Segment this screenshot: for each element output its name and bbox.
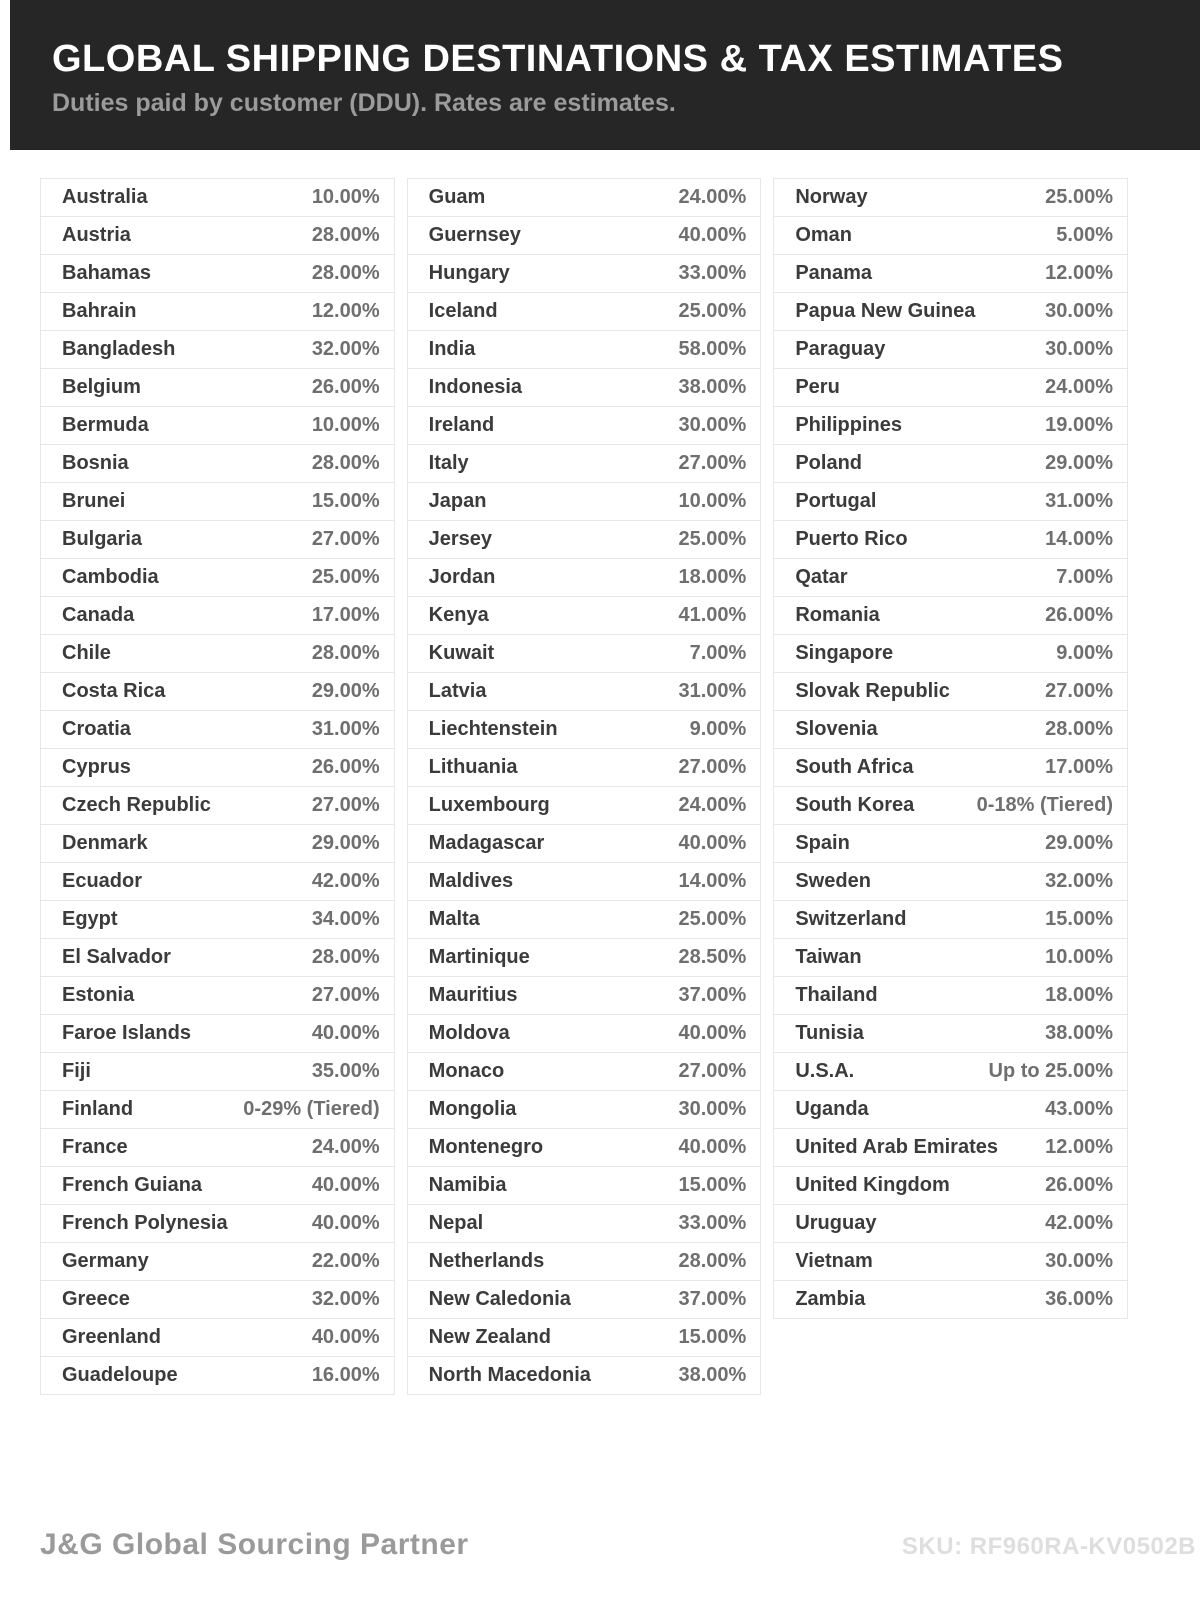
country-name: Cambodia — [62, 566, 159, 588]
tax-rate: 22.00% — [311, 1250, 380, 1272]
country-name: Zambia — [795, 1288, 866, 1310]
table-row — [40, 938, 395, 977]
table-row — [773, 178, 1128, 217]
table-row — [773, 938, 1128, 977]
country-name: New Zealand — [428, 1326, 551, 1348]
country-name: French Guiana — [62, 1174, 203, 1196]
tax-rate: 27.00% — [678, 1060, 747, 1082]
table-row — [40, 368, 395, 407]
table-row — [40, 1356, 395, 1395]
tax-rate: 38.00% — [678, 1364, 747, 1386]
table-row — [407, 1166, 762, 1205]
country-name: Thailand — [795, 984, 878, 1006]
country-name: Iceland — [428, 300, 498, 322]
tax-rate: 42.00% — [1045, 1212, 1113, 1234]
country-name: Taiwan — [795, 946, 862, 968]
table-row — [407, 482, 762, 521]
table-row — [40, 482, 395, 521]
country-name: Canada — [62, 604, 135, 626]
tax-rate: 40.00% — [678, 1022, 747, 1044]
table-row — [407, 1052, 762, 1091]
table-row — [40, 254, 395, 293]
table-row — [407, 596, 762, 635]
tax-rate: 40.00% — [311, 1326, 380, 1348]
tax-rate: 26.00% — [311, 376, 380, 398]
page-header — [10, 0, 1200, 150]
tax-rate: 40.00% — [311, 1212, 380, 1234]
country-name: Faroe Islands — [62, 1022, 191, 1044]
tax-rate: 29.00% — [1045, 832, 1113, 854]
country-name: Hungary — [428, 262, 510, 284]
table-row — [40, 1128, 395, 1167]
country-name: Greenland — [62, 1326, 161, 1348]
table-row — [407, 824, 762, 863]
country-name: Norway — [795, 186, 868, 208]
tax-rate: 19.00% — [1045, 414, 1113, 436]
table-row — [407, 216, 762, 255]
table-row — [773, 710, 1128, 749]
country-name: Guernsey — [428, 224, 521, 246]
table-row — [773, 444, 1128, 483]
rate-column — [773, 178, 1128, 1319]
page-title: GLOBAL SHIPPING DESTINATIONS & TAX ESTIMATES — [52, 38, 1064, 80]
country-name: Fiji — [62, 1060, 91, 1082]
tax-rate: 17.00% — [311, 604, 380, 626]
country-name: India — [428, 338, 476, 360]
country-name: Poland — [795, 452, 862, 474]
country-name: Slovak Republic — [795, 680, 950, 702]
country-name: Guadeloupe — [62, 1364, 178, 1386]
table-row — [40, 1090, 395, 1129]
country-name: Liechtenstein — [428, 718, 558, 740]
tax-rate: 14.00% — [1045, 528, 1113, 550]
country-name: Croatia — [62, 718, 131, 740]
table-row — [40, 444, 395, 483]
country-name: Uruguay — [795, 1212, 877, 1234]
table-row — [773, 748, 1128, 787]
tax-rate: 38.00% — [1045, 1022, 1113, 1044]
tax-rate: 7.00% — [689, 642, 747, 664]
table-row — [407, 976, 762, 1015]
tax-rate: 27.00% — [311, 984, 380, 1006]
tax-rate: 36.00% — [1045, 1288, 1113, 1310]
sku-label: SKU: RF960RA-KV0502B — [901, 1533, 1196, 1560]
table-row — [40, 1318, 395, 1357]
country-name: Oman — [795, 224, 853, 246]
country-name: Mongolia — [428, 1098, 517, 1120]
table-row — [40, 862, 395, 901]
tax-rate: 38.00% — [678, 376, 747, 398]
table-row — [773, 900, 1128, 939]
rate-column — [407, 178, 762, 1395]
table-row — [40, 672, 395, 711]
tax-rate: 40.00% — [311, 1174, 380, 1196]
tax-rate: 25.00% — [311, 566, 380, 588]
country-name: Belgium — [62, 376, 141, 398]
country-name: Spain — [795, 832, 850, 854]
country-name: Jordan — [428, 566, 496, 588]
table-row — [407, 1204, 762, 1243]
country-name: Indonesia — [428, 376, 523, 398]
table-row — [773, 786, 1128, 825]
page-footer — [0, 1528, 1200, 1562]
table-row — [407, 1318, 762, 1357]
table-row — [407, 672, 762, 711]
country-name: Papua New Guinea — [795, 300, 976, 322]
table-row — [40, 178, 395, 217]
country-name: Netherlands — [428, 1250, 545, 1272]
tax-rate: 24.00% — [678, 186, 747, 208]
table-row — [40, 748, 395, 787]
table-row — [773, 634, 1128, 673]
tax-rate: 10.00% — [311, 186, 380, 208]
table-row — [407, 1242, 762, 1281]
rate-column — [40, 178, 395, 1395]
tax-rate: 28.00% — [311, 262, 380, 284]
table-row — [40, 558, 395, 597]
table-row — [40, 786, 395, 825]
table-row — [773, 330, 1128, 369]
tax-rate: 12.00% — [1045, 262, 1113, 284]
tax-rate: 0-18% (Tiered) — [976, 794, 1113, 816]
tax-rate: 28.00% — [311, 452, 380, 474]
country-name: Japan — [428, 490, 487, 512]
table-row — [407, 862, 762, 901]
tax-rate: 27.00% — [311, 794, 380, 816]
table-row — [773, 824, 1128, 863]
tax-rate: 27.00% — [678, 452, 747, 474]
country-name: Namibia — [428, 1174, 507, 1196]
table-row — [407, 178, 762, 217]
tax-rate: 0-29% (Tiered) — [243, 1098, 380, 1120]
country-name: Madagascar — [428, 832, 545, 854]
tax-rate: 15.00% — [678, 1326, 747, 1348]
tax-rate: 24.00% — [311, 1136, 380, 1158]
tax-rate: 37.00% — [678, 984, 747, 1006]
table-row — [407, 406, 762, 445]
country-name: Ecuador — [62, 870, 143, 892]
table-row — [40, 1014, 395, 1053]
table-row — [773, 406, 1128, 445]
country-name: U.S.A. — [795, 1060, 855, 1082]
tax-rate: 12.00% — [311, 300, 380, 322]
tax-rate: 30.00% — [1045, 300, 1113, 322]
table-row — [773, 558, 1128, 597]
table-row — [40, 1204, 395, 1243]
country-name: Australia — [62, 186, 148, 208]
country-name: Denmark — [62, 832, 148, 854]
country-name: United Kingdom — [795, 1174, 950, 1196]
tax-rate: 32.00% — [311, 338, 380, 360]
country-name: Bahrain — [62, 300, 137, 322]
tax-rate: 28.00% — [678, 1250, 747, 1272]
tax-rate: 32.00% — [311, 1288, 380, 1310]
table-row — [40, 406, 395, 445]
tax-rate: 9.00% — [1056, 642, 1113, 664]
table-row — [773, 1128, 1128, 1167]
tax-rate: 41.00% — [678, 604, 747, 626]
tax-rate: Up to 25.00% — [988, 1060, 1113, 1082]
country-name: Slovenia — [795, 718, 878, 740]
tax-rate: 28.00% — [311, 224, 380, 246]
country-name: North Macedonia — [428, 1364, 591, 1386]
country-name: Finland — [62, 1098, 134, 1120]
tax-rate: 26.00% — [311, 756, 380, 778]
table-row — [407, 1128, 762, 1167]
country-name: Egypt — [62, 908, 118, 930]
country-name: Singapore — [795, 642, 894, 664]
tax-rate: 30.00% — [678, 414, 747, 436]
country-name: Lithuania — [428, 756, 518, 778]
country-name: Estonia — [62, 984, 135, 1006]
tax-rate: 35.00% — [311, 1060, 380, 1082]
table-row — [40, 1052, 395, 1091]
country-name: Austria — [62, 224, 131, 246]
table-row — [407, 254, 762, 293]
tax-rate: 28.00% — [1045, 718, 1113, 740]
table-row — [407, 292, 762, 331]
country-name: Latvia — [428, 680, 487, 702]
tax-rate: 10.00% — [311, 414, 380, 436]
tax-rate: 10.00% — [1045, 946, 1113, 968]
table-row — [40, 710, 395, 749]
tax-rate: 31.00% — [311, 718, 380, 740]
tax-rate: 25.00% — [1045, 186, 1113, 208]
tax-rate: 15.00% — [678, 1174, 747, 1196]
tax-rate: 26.00% — [1045, 1174, 1113, 1196]
tax-rate: 26.00% — [1045, 604, 1113, 626]
country-name: Bahamas — [62, 262, 151, 284]
table-row — [407, 748, 762, 787]
table-row — [407, 1356, 762, 1395]
table-row — [40, 216, 395, 255]
tax-rate: 27.00% — [1045, 680, 1113, 702]
country-name: French Polynesia — [62, 1212, 228, 1234]
table-row — [773, 482, 1128, 521]
table-row — [407, 520, 762, 559]
tax-rate: 40.00% — [678, 832, 747, 854]
country-name: Vietnam — [795, 1250, 873, 1272]
country-name: Guam — [428, 186, 486, 208]
table-row — [40, 900, 395, 939]
tax-rate: 9.00% — [689, 718, 747, 740]
table-row — [407, 900, 762, 939]
tax-rate: 25.00% — [678, 528, 747, 550]
tax-rate: 34.00% — [311, 908, 380, 930]
tax-rate: 28.50% — [678, 946, 747, 968]
country-name: Czech Republic — [62, 794, 211, 816]
table-row — [773, 1052, 1128, 1091]
tax-rate: 40.00% — [311, 1022, 380, 1044]
country-name: Romania — [795, 604, 880, 626]
tax-rate: 25.00% — [678, 300, 747, 322]
tax-rate: 18.00% — [678, 566, 747, 588]
country-name: Bulgaria — [62, 528, 143, 550]
country-name: Ireland — [428, 414, 495, 436]
table-row — [773, 976, 1128, 1015]
table-row — [40, 596, 395, 635]
tax-rate-table — [40, 178, 1128, 1395]
country-name: Puerto Rico — [795, 528, 908, 550]
tax-rate: 33.00% — [678, 1212, 747, 1234]
table-row — [40, 292, 395, 331]
country-name: Brunei — [62, 490, 126, 512]
page-subtitle: Duties paid by customer (DDU). Rates are estimates. — [52, 88, 676, 117]
tax-rate: 16.00% — [311, 1364, 380, 1386]
tax-rate: 29.00% — [311, 680, 380, 702]
table-row — [773, 1166, 1128, 1205]
table-row — [40, 976, 395, 1015]
table-row — [407, 558, 762, 597]
tax-rate: 42.00% — [311, 870, 380, 892]
tax-rate: 27.00% — [678, 756, 747, 778]
table-row — [40, 824, 395, 863]
tax-rate: 28.00% — [311, 642, 380, 664]
tax-rate: 15.00% — [311, 490, 380, 512]
table-row — [773, 672, 1128, 711]
table-row — [773, 520, 1128, 559]
country-name: Nepal — [428, 1212, 484, 1234]
tax-rate: 17.00% — [1045, 756, 1113, 778]
table-row — [773, 1090, 1128, 1129]
table-row — [407, 938, 762, 977]
table-row — [773, 216, 1128, 255]
country-name: Mauritius — [428, 984, 518, 1006]
country-name: Paraguay — [795, 338, 886, 360]
country-name: Malta — [428, 908, 480, 930]
country-name: New Caledonia — [428, 1288, 571, 1310]
tax-rate: 5.00% — [1056, 224, 1113, 246]
country-name: Portugal — [795, 490, 877, 512]
table-row — [40, 634, 395, 673]
table-row — [773, 596, 1128, 635]
country-name: Montenegro — [428, 1136, 544, 1158]
table-row — [773, 862, 1128, 901]
country-name: Kuwait — [428, 642, 495, 664]
tax-rate: 30.00% — [1045, 338, 1113, 360]
tax-rate: 30.00% — [1045, 1250, 1113, 1272]
tax-rate: 43.00% — [1045, 1098, 1113, 1120]
tax-rate: 40.00% — [678, 1136, 747, 1158]
country-name: Cyprus — [62, 756, 131, 778]
tax-rate: 14.00% — [678, 870, 747, 892]
country-name: Moldova — [428, 1022, 510, 1044]
tax-rate: 28.00% — [311, 946, 380, 968]
tax-rate: 27.00% — [311, 528, 380, 550]
country-name: South Africa — [795, 756, 914, 778]
table-row — [40, 520, 395, 559]
country-name: Bermuda — [62, 414, 149, 436]
country-name: South Korea — [795, 794, 915, 816]
country-name: United Arab Emirates — [795, 1136, 998, 1158]
tax-rate: 32.00% — [1045, 870, 1113, 892]
tax-rate: 40.00% — [678, 224, 747, 246]
tax-rate: 18.00% — [1045, 984, 1113, 1006]
table-row — [40, 330, 395, 369]
country-name: Italy — [428, 452, 469, 474]
country-name: Luxembourg — [428, 794, 550, 816]
tax-rate: 12.00% — [1045, 1136, 1113, 1158]
tax-rate: 25.00% — [678, 908, 747, 930]
tax-rate: 33.00% — [678, 262, 747, 284]
brand-name: J&G Global Sourcing Partner — [40, 1528, 469, 1561]
country-name: El Salvador — [62, 946, 171, 968]
table-row — [407, 710, 762, 749]
tax-rate: 15.00% — [1045, 908, 1113, 930]
tax-rate: 29.00% — [1045, 452, 1113, 474]
table-row — [773, 1280, 1128, 1319]
tax-rate: 58.00% — [678, 338, 747, 360]
table-row — [773, 1014, 1128, 1053]
country-name: France — [62, 1136, 128, 1158]
country-name: Chile — [62, 642, 111, 664]
table-row — [407, 330, 762, 369]
country-name: Kenya — [428, 604, 489, 626]
country-name: Bosnia — [62, 452, 129, 474]
country-name: Qatar — [795, 566, 848, 588]
table-row — [40, 1280, 395, 1319]
country-name: Philippines — [795, 414, 903, 436]
country-name: Bangladesh — [62, 338, 176, 360]
table-row — [773, 254, 1128, 293]
tax-rate: 30.00% — [678, 1098, 747, 1120]
country-name: Peru — [795, 376, 840, 398]
table-row — [773, 292, 1128, 331]
table-row — [407, 1280, 762, 1319]
country-name: Martinique — [428, 946, 530, 968]
table-row — [40, 1242, 395, 1281]
table-row — [773, 368, 1128, 407]
country-name: Sweden — [795, 870, 871, 892]
tax-rate: 24.00% — [678, 794, 747, 816]
country-name: Jersey — [428, 528, 493, 550]
table-row — [773, 1204, 1128, 1243]
table-row — [407, 444, 762, 483]
table-row — [40, 1166, 395, 1205]
country-name: Costa Rica — [62, 680, 166, 702]
table-row — [407, 368, 762, 407]
country-name: Panama — [795, 262, 873, 284]
tax-rate: 31.00% — [1045, 490, 1113, 512]
tax-rate: 29.00% — [311, 832, 380, 854]
table-row — [407, 786, 762, 825]
tax-rate: 10.00% — [678, 490, 747, 512]
country-name: Tunisia — [795, 1022, 864, 1044]
table-row — [407, 634, 762, 673]
table-row — [407, 1090, 762, 1129]
tax-rate: 7.00% — [1056, 566, 1113, 588]
country-name: Germany — [62, 1250, 149, 1272]
tax-rate: 37.00% — [678, 1288, 747, 1310]
table-row — [773, 1242, 1128, 1281]
tax-rate: 24.00% — [1045, 376, 1113, 398]
country-name: Switzerland — [795, 908, 907, 930]
country-name: Greece — [62, 1288, 130, 1310]
table-row — [407, 1014, 762, 1053]
tax-rate: 31.00% — [678, 680, 747, 702]
country-name: Monaco — [428, 1060, 505, 1082]
country-name: Maldives — [428, 870, 514, 892]
country-name: Uganda — [795, 1098, 869, 1120]
